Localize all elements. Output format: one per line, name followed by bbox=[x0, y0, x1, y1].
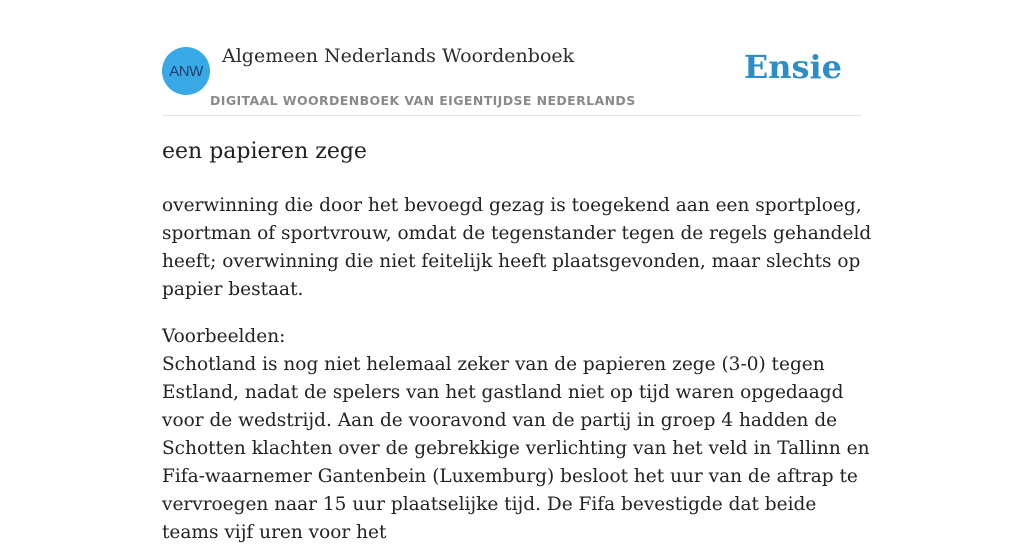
site-title[interactable]: Algemeen Nederlands Woordenboek bbox=[222, 45, 575, 67]
example-text: Schotland is nog niet helemaal zeker van de papieren zege (3-0) tegen Estland, nadat de spelers van het gastland niet op tijd waren opgedaagd voor de wedstrijd. Aan de vooravond van de partij in groep 4 hadden de Schotten klachten over de gebrekkige verlichting van het veld in Tallinn en Fifa-waarnemer Gantenbein (Luxemburg) besloot het uur van de aftrap te vervroegen naar 15 uur plaatselijke tijd. De Fifa bevestigde dat beide teams vijf uren voor het bbox=[162, 354, 870, 543]
site-subtitle: DIGITAAL WOORDENBOEK VAN EIGENTIJDSE NEDERLANDS bbox=[210, 93, 636, 108]
entry-title: een papieren zege bbox=[162, 139, 367, 164]
entry-definition: overwinning die door het bevoegd gezag is toegekend aan een sportploeg, sportman of sportvrouw, omdat de tegenstander tegen de regels gehandeld heeft; overwinning die niet feitelijk heeft plaatsgevonden, maar slechts op papier bestaat. bbox=[162, 195, 872, 300]
examples-label: Voorbeelden: bbox=[162, 326, 286, 347]
site-header bbox=[162, 0, 862, 116]
ensie-logo-link[interactable]: Ensie bbox=[743, 48, 842, 86]
page bbox=[162, 0, 872, 543]
anw-logo[interactable]: ANW bbox=[162, 47, 210, 95]
examples-section bbox=[162, 323, 872, 547]
